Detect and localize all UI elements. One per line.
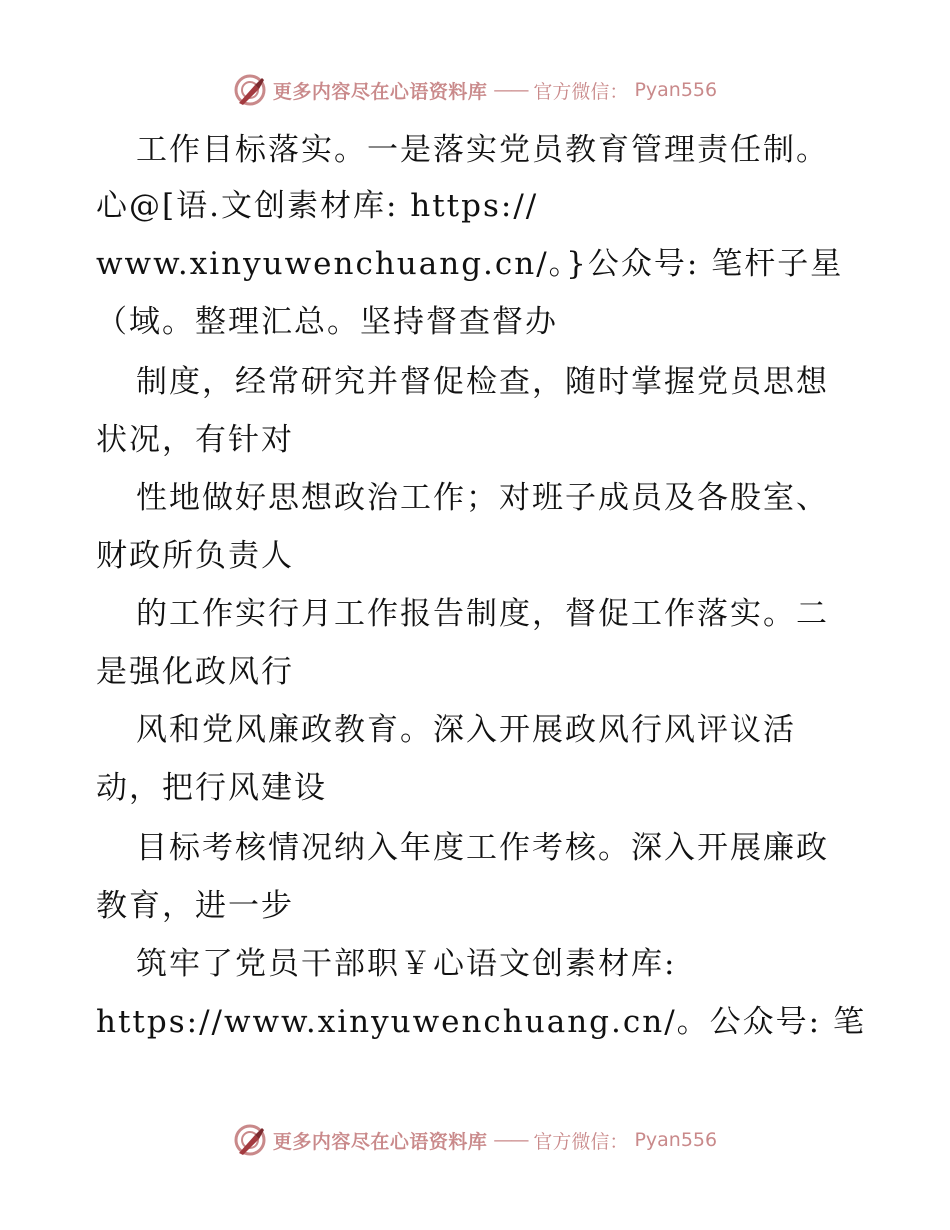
body-line: （域。整理汇总。坚持督查督办 bbox=[96, 304, 558, 340]
body-line: https://www.xinyuwenchuang.cn/。公众号: 笔 bbox=[96, 1004, 866, 1040]
body-line: 教育，进一步 bbox=[96, 888, 294, 924]
body-line: 筑牢了党员干部职￥心语文创素材库: bbox=[136, 946, 677, 982]
banner-title: 更多内容尽在心语资料库 bbox=[272, 1130, 488, 1153]
body-line: 是强化政风行 bbox=[96, 654, 294, 690]
pen-logo-icon bbox=[233, 1123, 267, 1157]
body-line: 制度，经常研究并督促检查，随时掌握党员思想 bbox=[136, 364, 829, 400]
body-line: 财政所负责人 bbox=[96, 538, 294, 574]
banner-official-label: 官方微信： bbox=[533, 1130, 629, 1153]
body-line: www.xinyuwenchuang.cn/。}公众号: 笔杆子星 bbox=[96, 246, 844, 282]
banner-wechat-id: Pyan556 bbox=[634, 1129, 718, 1151]
body-line: 的工作实行月工作报告制度，督促工作落实。二 bbox=[136, 596, 829, 632]
header-banner-inner bbox=[233, 73, 717, 107]
body-line: 性地做好思想政治工作；对班子成员及各股室、 bbox=[136, 480, 829, 516]
body-line: 心@[语.文创素材库: https:// bbox=[96, 188, 539, 224]
banner-dash: —— bbox=[493, 79, 528, 101]
banner-title: 更多内容尽在心语资料库 bbox=[272, 80, 488, 103]
body-line: 状况，有针对 bbox=[96, 422, 294, 458]
banner-dash: —— bbox=[493, 1129, 528, 1151]
body-line: 目标考核情况纳入年度工作考核。深入开展廉政 bbox=[136, 830, 829, 866]
footer-banner-inner bbox=[233, 1123, 717, 1157]
banner-official-label: 官方微信： bbox=[533, 80, 629, 103]
pen-logo-icon bbox=[233, 73, 267, 107]
body-line: 工作目标落实。一是落实党员教育管理责任制。 bbox=[136, 132, 829, 168]
footer-banner bbox=[0, 1118, 950, 1162]
body-line: 动，把行风建设 bbox=[96, 770, 327, 806]
header-banner bbox=[0, 68, 950, 112]
banner-wechat-id: Pyan556 bbox=[634, 79, 718, 101]
body-line: 风和党风廉政教育。深入开展政风行风评议活 bbox=[136, 712, 796, 748]
